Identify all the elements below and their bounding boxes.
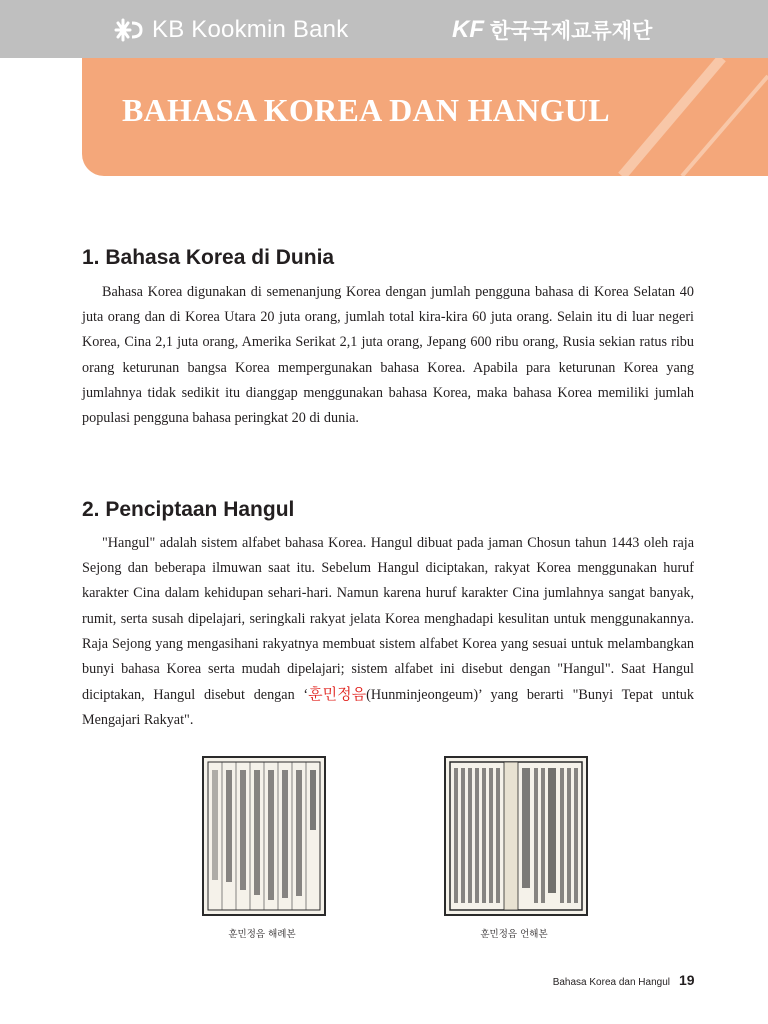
kb-kookmin-bank-logo: [114, 14, 348, 46]
hunminjeongeum-highlight: 훈민정음: [308, 685, 367, 704]
kb-star-icon: [114, 17, 144, 43]
section-heading-bahasa-korea-di-dunia: 1. Bahasa Korea di Dunia: [82, 246, 335, 269]
chapter-title: BAHASA KOREA DAN HANGUL: [122, 92, 610, 128]
kf-logo-mark: KF: [452, 16, 484, 43]
woodblock-text-image: [204, 758, 324, 914]
chapter-title-banner: [82, 58, 768, 176]
hunminjeongeum-eonhaebon-image: [444, 756, 588, 916]
figure-1-caption: 훈민정음 해례본: [228, 929, 296, 940]
page-number: 19: [679, 972, 695, 988]
section-1-paragraph: Bahasa Korea digunakan di semenanjung Korea dengan jumlah pengguna bahasa di Korea Selatan 40 juta orang dan di Korea Utara 20 juta orang, jumlah total kira-kira 60 juta orang. Selain itu di luar negeri Korea, Cina 2,1 juta orang, Amerika Serikat 2,1 juta orang, Jepang 600 ribu orang, Rusia sekian ratus ribu orang keturunan bangsa Korea mempergunakan bahasa Korea. Apabila para keturunan Korea yang jumlahnya tidak sedikit itu dianggap menggunakan bahasa Korea, maka bahasa Korea memiliki jumlah populasi pengguna bahasa peringkat 20 di dunia.: [82, 284, 694, 427]
footer-running-title: Bahasa Korea dan Hangul: [552, 977, 670, 988]
section-heading-penciptaan-hangul: 2. Penciptaan Hangul: [82, 498, 295, 521]
top-header-bar: [0, 0, 768, 58]
hunminjeongeum-haeryebon-image: [202, 756, 326, 916]
kb-logo-text: KB Kookmin Bank: [152, 16, 349, 43]
section-2-text-start: "Hangul" adalah sistem alfabet bahasa Korea. Hangul dibuat pada jaman Chosun tahun 1443 oleh raja Sejong dan beberapa ilmuwan saat itu. Sebelum Hangul diciptakan, rakyat Korea menggunakan huruf karakter Cina dalam kehidupan sehari-hari. Namun karena huruf karakter Cina jumlahnya sangat banyak, rumit, serta susah dipelajari, seringkali rakyat jelata Korea menghadapi kesulitan untuk menggunakannya. Raja Sejong yang mengasihani rakyatnya membuat sistem alfabet Korea yang sesuai untuk melambangkan bunyi bahasa Korea serta mudah dipelajari; sistem alfabet ini disebut dengan "Hangul". Saat Hangul diciptakan, Hangul disebut dengan ‘: [82, 535, 694, 704]
woodblock-text-image-2: [446, 758, 586, 914]
section-2-text-end: (Hunminjeongeum)’ yang berarti "Bunyi Tepat untuk Mengajari Rakyat".: [82, 687, 694, 729]
section-2-paragraph: [82, 531, 694, 734]
korea-foundation-logo: [452, 14, 652, 46]
figure-2-caption: 훈민정음 언해본: [480, 929, 548, 940]
kf-logo-text: 한국국제교류재단: [490, 19, 653, 43]
